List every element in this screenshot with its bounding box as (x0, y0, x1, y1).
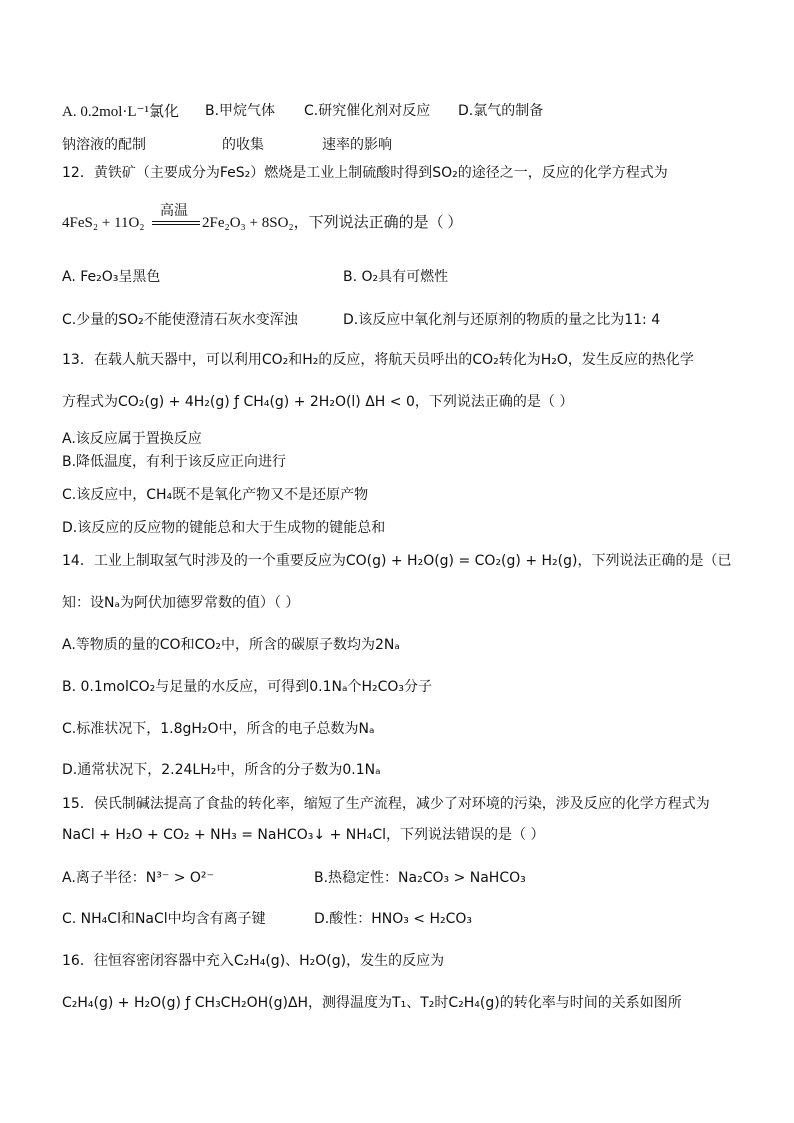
q13-option-d: D.该反应的反应物的键能总和大于生成物的键能总和 (62, 520, 386, 536)
q12-equation-right: 2Fe₂O₃ + 8SO₂，下列说法正确的是（ ） (202, 215, 463, 231)
q12-option-c: C.少量的SO₂不能使澄清石灰水变浑浊 (62, 312, 298, 328)
q14-option-b: B. 0.1molCO₂与足量的水反应，可得到0.1Nₐ个H₂CO₃分子 (62, 679, 433, 695)
q11-option-c-line1: C.研究催化剂对反应 (304, 103, 431, 119)
q14-option-c: C.标准状况下，1.8gH₂O中，所含的电子总数为Nₐ (62, 721, 375, 737)
q12-stem-line1: 12．黄铁矿（主要成分为FeS₂）燃烧是工业上制硫酸时得到SO₂的途径之一，反应的化学方程式为 (62, 165, 668, 181)
q12-option-b: B. O₂具有可燃性 (343, 269, 449, 285)
q13-option-c: C.该反应中，CH₄既不是氧化产物又不是还原产物 (62, 487, 369, 503)
q13-stem-line2: 方程式为CO₂(g) + 4H₂(g) ƒ CH₄(g) + 2H₂O(l) ΔH < 0，下列说法正确的是（ ） (62, 394, 574, 410)
q13-option-b: B.降低温度，有利于该反应正向进行 (62, 454, 287, 470)
q11-option-a-line1: A. 0.2mol·L⁻¹氯化 (62, 104, 179, 120)
q15-stem-line1: 15．侯氏制碱法提高了食盐的转化率，缩短了生产流程，减少了对环境的污染，涉及反应的化学方程式为 (62, 796, 710, 812)
q12-option-a: A. Fe₂O₃呈黑色 (62, 269, 161, 285)
q11-option-c-line2: 速率的影响 (322, 137, 392, 153)
q14-option-d: D.通常状况下，2.24LH₂中，所含的分子数为0.1Nₐ (62, 762, 381, 778)
q14-option-a: A.等物质的量的CO和CO₂中，所含的碳原子数均为2Nₐ (62, 637, 400, 653)
q14-stem-line2: 知：设Nₐ为阿伏加德罗常数的值）（ ） (62, 595, 300, 611)
q11-option-d-line1: D.氯气的制备 (458, 103, 544, 119)
q15-option-d: D.酸性：HNO₃ < H₂CO₃ (314, 911, 473, 927)
q11-option-a-line2: 钠溶液的配制 (62, 137, 146, 153)
q15-option-c: C. NH₄Cl和NaCl中均含有离子键 (62, 911, 266, 927)
q12-option-d: D.该反应中氧化剂与还原剂的物质的量之比为11: 4 (343, 312, 661, 328)
q15-stem-line2: NaCl + H₂O + CO₂ + NH₃ = NaHCO₃↓ + NH₄Cl，下列说法错误的是（ ） (62, 827, 545, 843)
q13-option-a: A.该反应属于置换反应 (62, 431, 202, 447)
q15-option-b: B.热稳定性：Na₂CO₃ > NaHCO₃ (314, 870, 526, 886)
q14-stem-line1: 14．工业上制取氢气时涉及的一个重要反应为CO(g) + H₂O(g) = CO₂(g) + H₂(g)，下列说法正确的是（已 (62, 553, 732, 569)
q12-equal-bar-2 (152, 224, 200, 225)
q12-condition: 高温 (160, 203, 188, 219)
q13-stem-line1: 13．在载人航天器中，可以利用CO₂和H₂的反应，将航天员呼出的CO₂转化为H₂O，发生反应的热化学 (62, 352, 694, 368)
q12-equation-left: 4FeS₂ + 11O₂ (62, 215, 145, 231)
q16-stem-line2: C₂H₄(g) + H₂O(g) ƒ CH₃CH₂OH(g)ΔH，测得温度为T₁、T₂时C₂H₄(g)的转化率与时间的关系如图所 (62, 995, 682, 1011)
q11-option-b-line2: 的收集 (222, 137, 264, 153)
q11-option-b-line1: B.甲烷气体 (205, 103, 276, 119)
q16-stem-line1: 16．往恒容密闭容器中充入C₂H₄(g)、H₂O(g)，发生的反应为 (62, 953, 445, 969)
q15-option-a: A.离子半径：N³⁻ > O²⁻ (62, 870, 214, 886)
q12-equal-bar-1 (152, 221, 200, 222)
